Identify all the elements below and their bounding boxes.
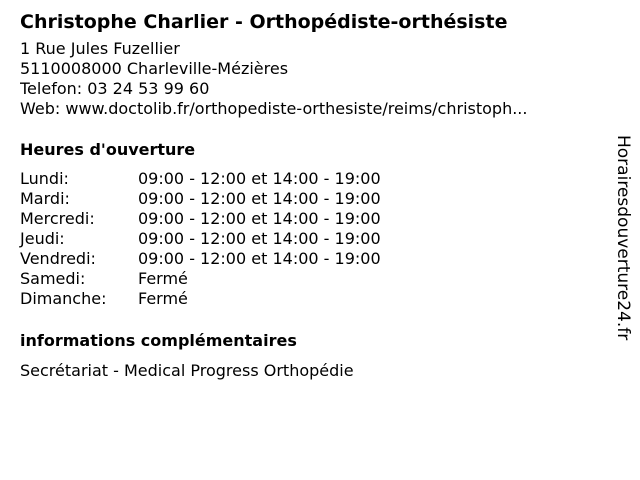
day-label: Jeudi: [20, 229, 65, 248]
time-value: 09:00 - 12:00 et 14:00 - 19:00 [138, 209, 381, 228]
business-card [20, 8, 600, 381]
time-value: 09:00 - 12:00 et 14:00 - 19:00 [138, 169, 381, 188]
hours-row-sunday [20, 289, 600, 309]
day-label: Samedi: [20, 269, 86, 288]
day-label: Vendredi: [20, 249, 96, 268]
day-label: Mercredi: [20, 209, 95, 228]
hours-heading: Heures d'ouverture [20, 140, 196, 159]
time-value: Fermé [138, 269, 188, 288]
day-label: Lundi: [20, 169, 69, 188]
hours-row-friday [20, 249, 600, 269]
hours-row-thursday [20, 229, 600, 249]
business-name: Christophe Charlier - Orthopédiste-orthésiste [20, 11, 508, 33]
hours-table [20, 169, 600, 309]
day-label: Mardi: [20, 189, 70, 208]
hours-row-monday [20, 169, 600, 189]
day-label: Dimanche: [20, 289, 107, 308]
time-value: 09:00 - 12:00 et 14:00 - 19:00 [138, 249, 381, 268]
phone-line: Telefon: 03 24 53 99 60 [20, 79, 210, 98]
hours-row-wednesday [20, 209, 600, 229]
time-value: Fermé [138, 289, 188, 308]
extra-info-text: Secrétariat - Medical Progress Orthopédie [20, 361, 354, 380]
address-line: 1 Rue Jules Fuzellier [20, 39, 180, 58]
hours-row-saturday [20, 269, 600, 289]
site-watermark: Horairesdouverture24.fr [613, 135, 633, 341]
time-value: 09:00 - 12:00 et 14:00 - 19:00 [138, 189, 381, 208]
extra-info-heading: informations complémentaires [20, 331, 297, 350]
time-value: 09:00 - 12:00 et 14:00 - 19:00 [138, 229, 381, 248]
web-line: Web: www.doctolib.fr/orthopediste-orthesiste/reims/christoph... [20, 99, 528, 118]
city-line: 5110008000 Charleville-Mézières [20, 59, 289, 78]
hours-row-tuesday [20, 189, 600, 209]
